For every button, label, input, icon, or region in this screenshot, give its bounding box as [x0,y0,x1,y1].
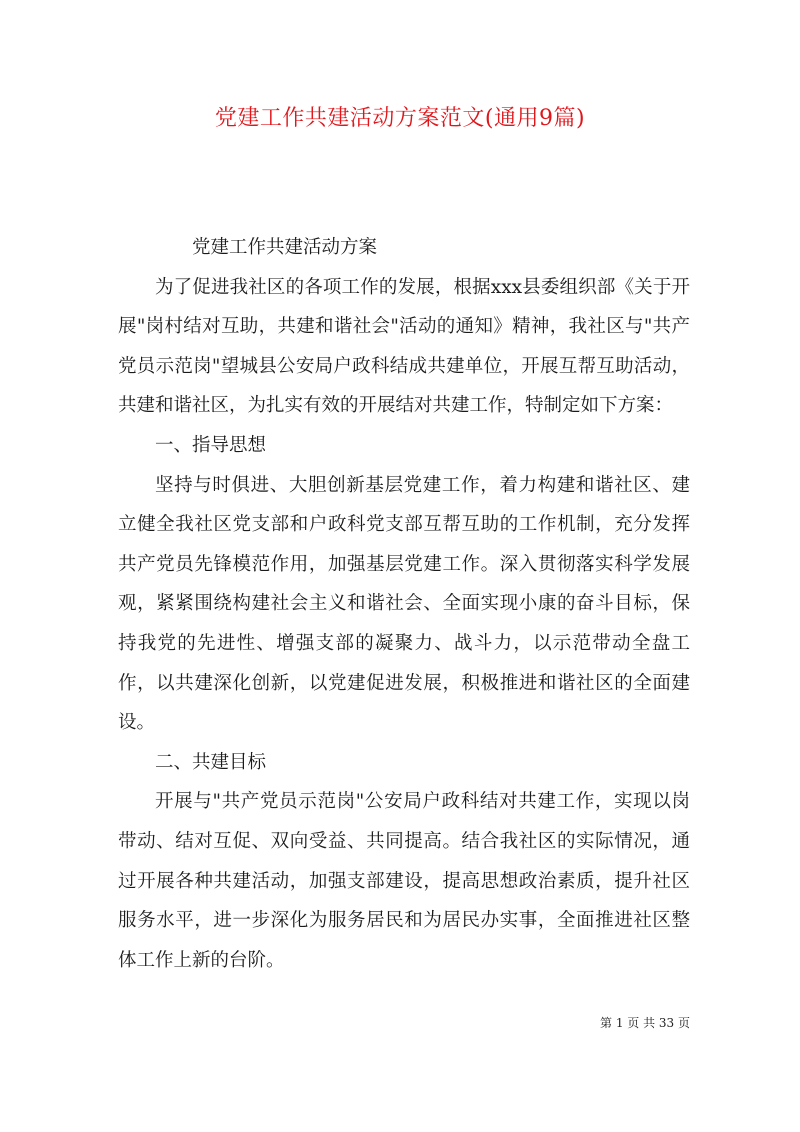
document-title: 党建工作共建活动方案范文(通用9篇) [214,106,586,131]
guiding-ideology-paragraph: 坚持与时俱进、大胆创新基层党建工作，着力构建和谐社区、建立健全我社区党支部和户政科党支部互帮互助的工作机制，充分发挥共产党员先锋模范作用，加强基层党建工作。深入贯彻落实科学发展观，紧紧围绕构建社会主义和谐社会、全面实现小康的奋斗目标，保持我党的先进性、增强支部的凝聚力、战斗力，以示范带动全盘工作，以共建深化创新，以党建促进发展，积极推进和谐社区的全面建设。 [118,474,690,734]
section-heading-goals: 二、共建目标 [155,751,267,773]
document-subtitle: 党建工作共建活动方案 [192,237,378,258]
intro-paragraph: 为了促进我社区的各项工作的发展，根据xxx县委组织部《关于开展"岗村结对互助，共建和谐社会"活动的通知》精神，我社区与"共产党员示范岗"望城县公安局户政科结成共建单位，开展互帮互助活动，共建和谐社区，为扎实有效的开展结对共建工作，特制定如下方案： [118,276,690,417]
goals-paragraph: 开展与"共产党员示范岗"公安局户政科结对共建工作，实现以岗带动、结对互促、双向受益、共同提高。结合我社区的实际情况，通过开展各种共建活动，加强支部建设，提高思想政治素质，提升社区服务水平，进一步深化为服务居民和为居民办实事，全面推进社区整体工作上新的台阶。 [118,791,690,971]
section-heading-guiding-ideology: 一、指导思想 [155,434,267,456]
document-body [118,228,690,980]
page-number-footer: 第 1 页 共 33 页 [600,1016,690,1030]
